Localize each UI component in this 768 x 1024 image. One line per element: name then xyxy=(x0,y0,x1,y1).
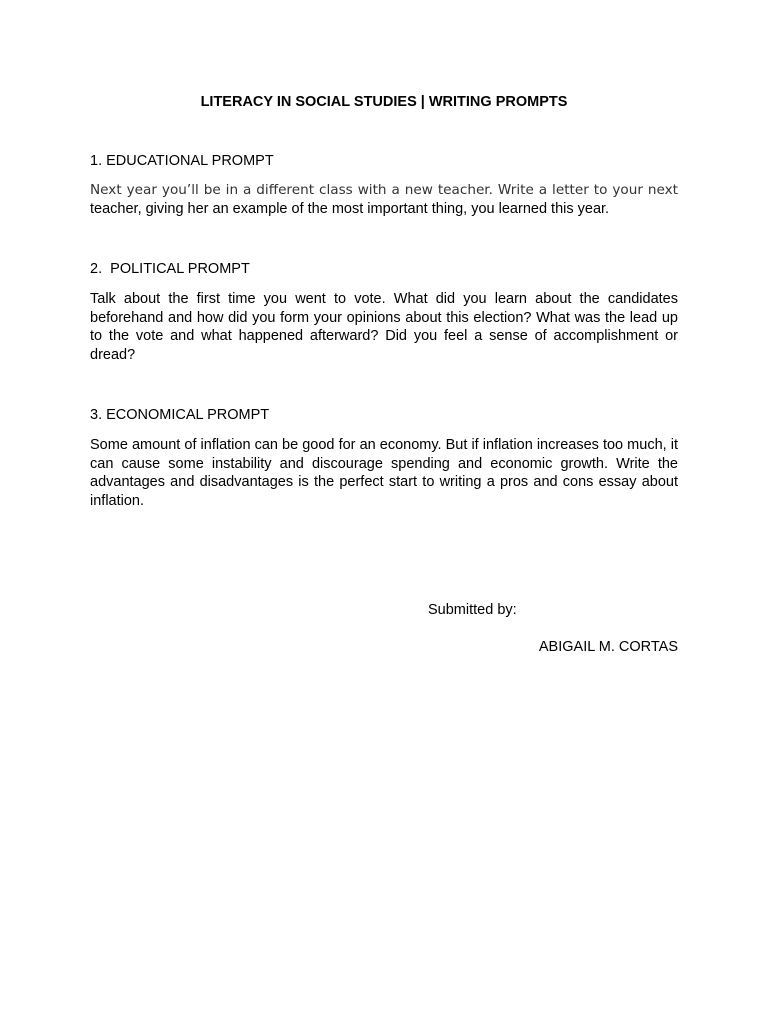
section-body-educational xyxy=(90,181,678,218)
document-title: LITERACY IN SOCIAL STUDIES | WRITING PROMPTS xyxy=(200,94,568,110)
section-heading-educational: 1. EDUCATIONAL PROMPT xyxy=(90,153,274,169)
author-name: ABIGAIL M. CORTAS xyxy=(538,639,678,655)
section-body-economical: Some amount of inflation can be good for an economy. But if inflation increases too much, it can cause some instability and discourage spending and economic growth. Write the advantages and disadvantages is the perfect start to writing a pros and cons essay about inflation. xyxy=(90,437,678,509)
section-body-political: Talk about the first time you went to vote. What did you learn about the candidates beforehand and how did you form your opinions about this election? What was the lead up to the vote and what happened afterward? Did you feel a sense of accomplishment or dread? xyxy=(90,291,678,363)
section-body-educational-rest: teacher, giving her an example of the most important thing, you learned this year. xyxy=(90,200,610,217)
section-body-educational-first-line: Next year you’ll be in a different class with a new teacher. Write a letter to your next xyxy=(90,182,678,198)
section-heading-political: 2. POLITICAL PROMPT xyxy=(90,261,250,277)
section-heading-economical: 3. ECONOMICAL PROMPT xyxy=(90,407,270,423)
submitted-by-label: Submitted by: xyxy=(428,602,517,618)
